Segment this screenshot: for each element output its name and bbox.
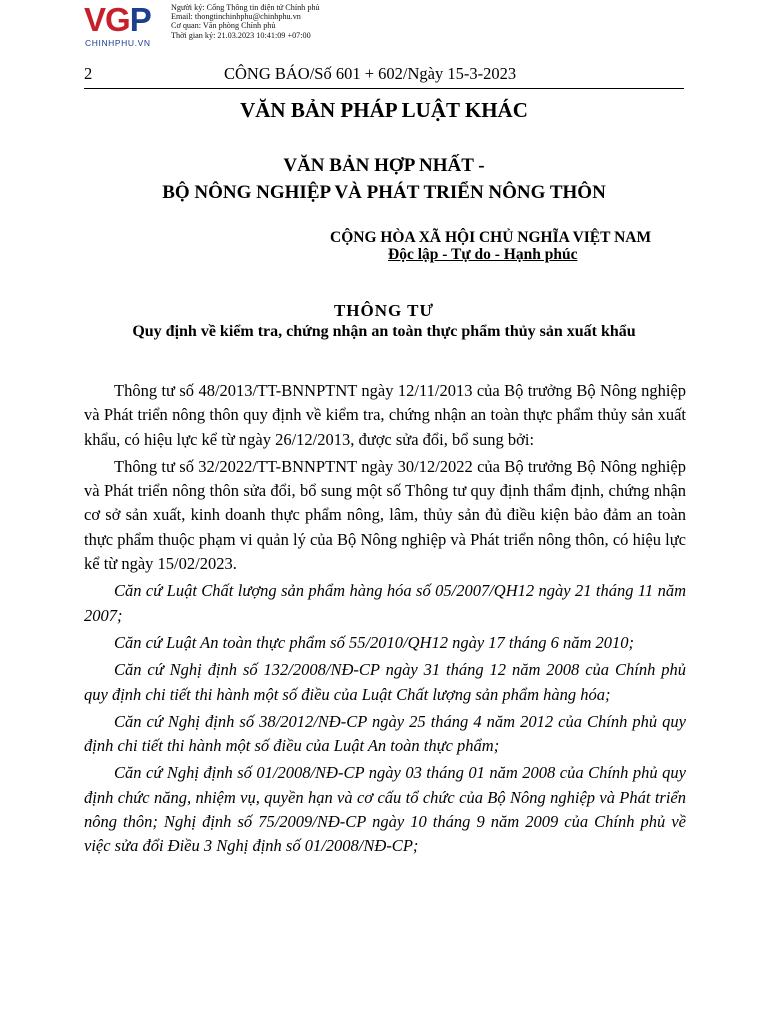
national-motto: Độc lập - Tự do - Hạnh phúc	[388, 246, 578, 263]
section-title: VĂN BẢN PHÁP LUẬT KHÁC	[240, 98, 528, 122]
page-number: 2	[84, 64, 93, 83]
circular-title: THÔNG TƯ	[333, 301, 435, 320]
document-title	[0, 152, 768, 206]
republic-name: CỘNG HÒA XÃ HỘI CHỦ NGHĨA VIỆT NAM	[330, 229, 652, 246]
document-title-line2: BỘ NÔNG NGHIỆP VÀ PHÁT TRIỂN NÔNG THÔN	[162, 182, 606, 203]
vgp-logo	[84, 2, 174, 48]
legal-basis-paragraph: Căn cứ Nghị định số 38/2012/NĐ-CP ngày 25 tháng 4 năm 2012 của Chính phủ quy định chi tiết thi hành một số điều của Luật An toàn thực phẩm;	[84, 711, 686, 756]
body-paragraph: Thông tư số 32/2022/TT-BNNPTNT ngày 30/12/2022 của Bộ trưởng Bộ Nông nghiệp và Phát triển nông thôn sửa đổi, bổ sung một số Thông tư quy định thẩm định, chứng nhận cơ sở sản xuất, kinh doanh thực phẩm nông, lâm, thủy sản đủ điều kiện bảo đảm an toàn thực phẩm thuộc phạm vi quản lý của Bộ Nông nghiệp và Phát triển nông thôn, có hiệu lực kể từ ngày 15/02/2023.	[84, 456, 686, 574]
legal-basis-paragraph: Căn cứ Luật An toàn thực phẩm số 55/2010/QH12 ngày 17 tháng 6 năm 2010;	[114, 632, 635, 652]
logo-letter-v: V	[84, 1, 106, 38]
signature-line: Cơ quan: Văn phòng Chính phủ	[171, 21, 276, 31]
document-body	[84, 379, 686, 859]
page-header	[84, 64, 544, 86]
header-rule	[84, 88, 684, 89]
logo-letter-p: P	[129, 1, 151, 38]
digital-signature-block	[171, 3, 320, 40]
signature-line: Người ký: Cổng Thông tin điện tử Chính phủ	[171, 3, 320, 12]
circular-subtitle: Quy định về kiểm tra, chứng nhận an toàn thực phẩm thủy sản xuất khẩu	[132, 323, 636, 340]
legal-basis-paragraph: Căn cứ Nghị định số 132/2008/NĐ-CP ngày 31 tháng 12 năm 2008 của Chính phủ quy định chi tiết thi hành một số điều của Luật Chất lượng sản phẩm hàng hóa;	[84, 660, 686, 704]
legal-basis-paragraph: Căn cứ Nghị định số 01/2008/NĐ-CP ngày 03 tháng 01 năm 2008 của Chính phủ quy định chức năng, nhiệm vụ, quyền hạn và cơ cấu tổ chức của Bộ Nông nghiệp và Phát triển nông thôn; Nghị định số 75/2009/NĐ-CP ngày 10 tháng 9 năm 2009 của Chính phủ về việc sửa đổi Điều 3 Nghị định số 01/2008/NĐ-CP;	[84, 763, 686, 856]
body-paragraph: Thông tư số 48/2013/TT-BNNPTNT ngày 12/11/2013 của Bộ trưởng Bộ Nông nghiệp và Phát triển nông thôn quy định về kiểm tra, chứng nhận an toàn thực phẩm thủy sản xuất khẩu, có hiệu lực kể từ ngày 26/12/2013, được sửa đổi, bổ sung bởi:	[84, 381, 686, 449]
vgp-logo-letters	[84, 2, 151, 38]
legal-basis-paragraph: Căn cứ Luật Chất lượng sản phẩm hàng hóa số 05/2007/QH12 ngày 21 tháng 11 năm 2007;	[84, 581, 686, 625]
logo-subtext: CHINHPHU.VN	[85, 38, 151, 48]
signature-line: Email: thongtinchinhphu@chinhphu.vn	[171, 12, 301, 22]
gazette-reference: CÔNG BÁO/Số 601 + 602/Ngày 15-3-2023	[224, 64, 517, 83]
logo-letter-g: G	[105, 1, 130, 38]
signature-line: Thời gian ký: 21.03.2023 10:41:09 +07:00	[171, 30, 311, 40]
document-title-line1: VĂN BẢN HỢP NHẤT -	[283, 155, 485, 176]
